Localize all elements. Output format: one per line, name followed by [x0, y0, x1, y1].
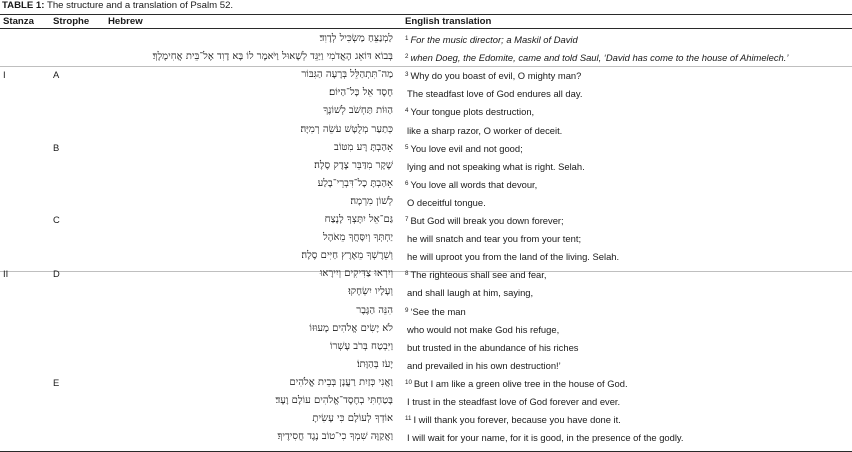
table-row — [0, 175, 852, 193]
stanza-cell: I — [3, 69, 6, 81]
stanza-cell — [3, 392, 43, 410]
hebrew-cell: כְּתַעַר מְלֻטָּשׁ עֹשֵׂה רְמִיָּה׃ — [300, 123, 393, 135]
table-caption-text: The structure and a translation of Psalm 52. — [44, 0, 234, 11]
stanza-cell — [3, 121, 43, 139]
stanza-cell — [3, 139, 43, 157]
strophe-cell — [53, 157, 93, 175]
english-cell — [405, 410, 850, 428]
strophe-cell — [53, 30, 93, 48]
hebrew-cell: וְשֵׁרֶשְׁךָ מֵאֶרֶץ חַיִּים סֶלָה׃ — [301, 250, 393, 262]
english-cell — [405, 247, 850, 265]
english-cell — [405, 121, 850, 139]
english-cell — [405, 193, 850, 211]
strophe-cell — [53, 410, 93, 428]
strophe-cell — [53, 175, 93, 193]
stanza-cell — [3, 302, 43, 320]
stanza-cell — [3, 30, 43, 48]
english-text: he will uproot you from the land of the living. Selah. — [407, 251, 620, 263]
verse-number: 11 — [405, 415, 412, 423]
english-cell — [405, 139, 850, 157]
hebrew-cell: בְּבוֹא דּוֹאֵג הָאֲדֹמִי וַיַּגֵּד לְשָׁאוּל וַיֹּאמֶר לוֹ בָּא דָוִד אֶל־בֵּית אֲחִימֶלֶךְ׃ — [152, 51, 393, 63]
verse-number: 1 — [405, 35, 409, 42]
english-cell — [405, 283, 850, 301]
stanza-cell — [3, 211, 43, 229]
stanza-cell — [3, 410, 43, 428]
table-row — [0, 121, 852, 139]
hebrew-cell: וְעָלָיו יִשְׂחָקוּ׃ — [348, 286, 393, 298]
hebrew-cell: בָּטַחְתִּי בְחֶסֶד־אֱלֹהִים עוֹלָם וָעֶד׃ — [275, 395, 393, 406]
english-cell — [405, 157, 850, 175]
english-cell — [405, 374, 850, 392]
english-cell — [405, 48, 850, 66]
stanza-cell — [3, 338, 43, 356]
english-cell — [405, 428, 850, 446]
stanza-cell — [3, 84, 43, 102]
hebrew-cell: וַאֲנִי כְּזַיִת רַעֲנָן בְּבֵית אֱלֹהִים — [289, 376, 393, 388]
english-text: I will wait for your name, for it is good, in the presence of the godly. — [407, 432, 684, 444]
strophe-cell — [53, 229, 93, 247]
table-caption-label: TABLE 1: — [2, 0, 45, 11]
strophe-cell — [53, 247, 93, 265]
table-row — [0, 48, 852, 66]
strophe-cell — [53, 392, 93, 410]
stanza-cell — [3, 428, 43, 446]
strophe-cell — [53, 193, 93, 211]
stanza-cell — [3, 48, 43, 66]
table-header-rule — [0, 28, 852, 29]
english-text: But God will break you down forever; — [410, 215, 564, 226]
hebrew-cell: מַה־תִּתְהַלֵּל בְּרָעָה הַגִּבּוֹר — [301, 69, 393, 81]
english-text: lying and not speaking what is right. Selah. — [407, 160, 585, 172]
table-row — [0, 84, 852, 102]
hebrew-cell: הַוּוֹת תַּחְשֹׁב לְשׁוֹנֶךָ — [323, 105, 393, 117]
hebrew-cell: יַחְתְּךָ וְיִסָּחֲךָ מֵאֹהֶל — [323, 232, 393, 244]
english-cell — [405, 66, 850, 84]
strophe-cell — [53, 121, 93, 139]
english-text: like a sharp razor, O worker of deceit. — [407, 124, 563, 136]
english-text: he will snatch and tear you from your tent; — [407, 233, 582, 245]
english-text: But I am like a green olive tree in the house of God. — [413, 377, 628, 389]
table-row — [0, 193, 852, 211]
strophe-cell — [53, 302, 93, 320]
strophe-cell: A — [53, 69, 60, 81]
hebrew-cell: שֶׁקֶר מִדַּבֵּר צֶדֶק סֶלָה׃ — [314, 159, 393, 171]
hebrew-cell: אָהַבְתָּ כָל־דִּבְרֵי־בָלַע — [317, 177, 393, 189]
english-text: I trust in the steadfast love of God forever and ever. — [407, 396, 621, 407]
strophe-cell: C — [53, 214, 60, 225]
hebrew-cell: אָהַבְתָּ רָּע מִטּוֹב — [334, 141, 393, 153]
english-text: O deceitful tongue. — [407, 196, 486, 208]
english-cell — [405, 302, 850, 320]
table-row — [0, 66, 852, 84]
english-cell — [405, 30, 850, 48]
english-cell — [405, 211, 850, 229]
table-row — [0, 302, 852, 320]
table-row — [0, 410, 852, 428]
verse-number: 8 — [405, 270, 409, 278]
table-row — [0, 247, 852, 265]
verse-number: 10 — [405, 378, 412, 386]
stanza-cell — [3, 193, 43, 211]
hebrew-cell: הִנֵּה הַגֶּבֶר — [356, 304, 393, 316]
english-text: when Doeg, the Edomite, came and told Saul, ‘David has come to the house of Ahimelech.’ — [410, 52, 789, 64]
strophe-cell: E — [53, 376, 60, 388]
strophe-cell — [53, 48, 93, 66]
table-row — [0, 157, 852, 175]
english-cell — [405, 229, 850, 247]
hebrew-cell: יָעֹז בְּהַוָּתוֹ׃ — [356, 358, 393, 370]
hebrew-cell: חֶסֶד אֵל כָּל־הַיּוֹם׃ — [328, 87, 393, 99]
english-cell — [405, 338, 850, 356]
english-text: but trusted in the abundance of his riches — [407, 341, 579, 353]
table-row — [0, 102, 852, 120]
verse-number: 2 — [405, 53, 409, 61]
english-cell — [405, 84, 850, 102]
hebrew-cell: לְשׁוֹן מִרְמָה׃ — [350, 195, 393, 207]
stanza-cell — [3, 247, 43, 265]
strophe-cell — [53, 356, 93, 374]
table-row — [0, 139, 852, 157]
verse-number: 5 — [405, 143, 409, 151]
table-row — [0, 283, 852, 301]
hebrew-cell: לֹא יָשִׂים אֱלֹהִים מָעוּזּוֹ — [309, 322, 393, 334]
stanza-cell: II — [3, 268, 9, 280]
strophe-cell: D — [53, 268, 60, 280]
english-text: I will thank you forever, because you have done it. — [413, 414, 621, 426]
stanza-cell — [3, 374, 43, 392]
verse-number: 3 — [405, 71, 409, 79]
english-text: You love all words that devour, — [410, 178, 538, 190]
english-text: and prevailed in his own destruction!’ — [407, 359, 561, 371]
english-text: For the music director; a Maskil of David — [410, 34, 578, 45]
header-strophe: Strophe — [53, 16, 90, 27]
verse-number: 9 — [405, 306, 409, 314]
header-hebrew: Hebrew — [108, 16, 143, 27]
hebrew-cell: אוֹדְךָ לְעוֹלָם כִּי עָשִׂיתָ — [312, 413, 393, 425]
table-row — [0, 374, 852, 392]
english-cell — [405, 175, 850, 193]
table-row — [0, 392, 852, 410]
strophe-cell — [53, 428, 93, 446]
strophe-cell — [53, 84, 93, 102]
stanza-cell — [3, 102, 43, 120]
hebrew-cell: וַיִּבְטַח בְּרֹב עָשְׁרוֹ — [329, 340, 393, 352]
strophe-cell: B — [53, 141, 60, 153]
strophe-cell — [53, 338, 93, 356]
english-text: who would not make God his refuge, — [407, 323, 560, 335]
english-text: The steadfast love of God endures all day. — [407, 88, 583, 100]
hebrew-cell: לַמְנַצֵּחַ מַשְׂכִּיל לְדָוִד׃ — [319, 33, 393, 44]
english-text: The righteous shall see and fear, — [410, 269, 547, 281]
stanza-cell — [3, 175, 43, 193]
verse-number: 4 — [405, 107, 409, 115]
strophe-cell — [53, 283, 93, 301]
table-row — [0, 30, 852, 48]
english-text: Why do you boast of evil, O mighty man? — [410, 70, 582, 82]
english-cell — [405, 392, 850, 410]
table-row — [0, 229, 852, 247]
stanza-cell — [3, 283, 43, 301]
table-row — [0, 356, 852, 374]
stanza-cell — [3, 320, 43, 338]
hebrew-cell: וַאֲקַוֶּה שִׁמְךָ כִי־טוֹב נֶגֶד חֲסִידֶיךָ׃ — [277, 431, 393, 443]
english-text: You love evil and not good; — [410, 142, 523, 154]
header-english: English translation — [405, 16, 492, 27]
table-row — [0, 265, 852, 283]
header-stanza: Stanza — [3, 16, 34, 27]
english-text: and shall laugh at him, saying, — [407, 287, 534, 299]
english-text: ‘See the man — [410, 305, 466, 317]
strophe-cell — [53, 102, 93, 120]
hebrew-cell: וְיִרְאוּ צַדִּיקִים וְיִירָאוּ — [319, 268, 393, 280]
table-row — [0, 211, 852, 229]
table-row — [0, 320, 852, 338]
english-cell — [405, 265, 850, 283]
verse-number: 7 — [405, 216, 409, 223]
english-cell — [405, 320, 850, 338]
english-text: Your tongue plots destruction, — [410, 106, 535, 118]
table-row — [0, 428, 852, 446]
stanza-cell — [3, 229, 43, 247]
table-caption — [2, 0, 233, 12]
strophe-cell — [53, 320, 93, 338]
verse-number: 6 — [405, 179, 409, 187]
table-row — [0, 338, 852, 356]
stanza-cell — [3, 157, 43, 175]
stanza-cell — [3, 356, 43, 374]
english-cell — [405, 356, 850, 374]
english-cell — [405, 102, 850, 120]
hebrew-cell: גַּם־אֵל יִתָּצְךָ לָנֶצַח — [324, 214, 393, 225]
